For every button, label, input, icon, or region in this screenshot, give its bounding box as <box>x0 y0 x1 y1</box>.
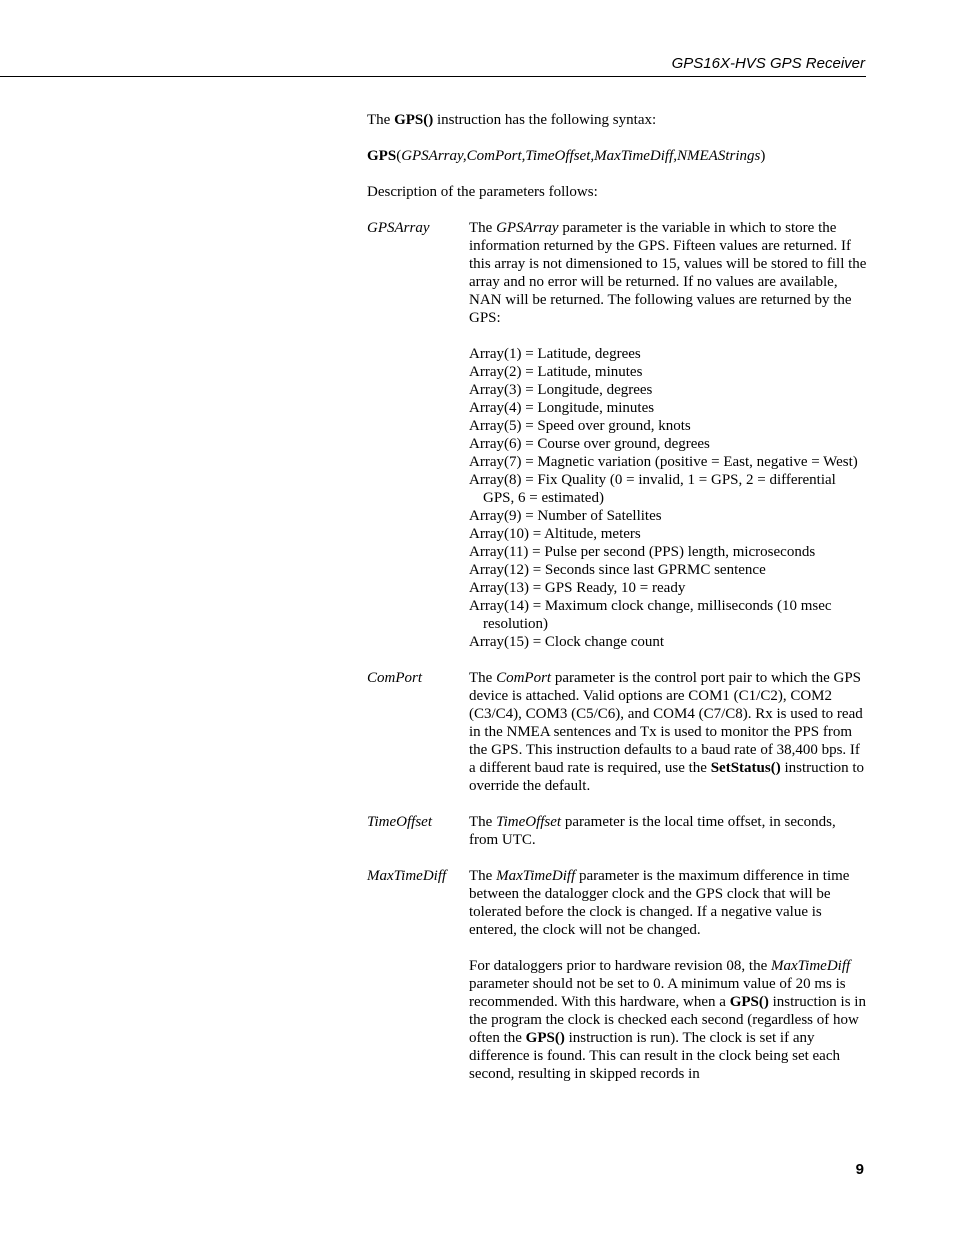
maxtimediff-note-instruction-1: GPS() <box>729 994 769 1010</box>
param-name-timeoffset: TimeOffset <box>367 814 433 830</box>
header-rule <box>0 76 866 77</box>
timeoffset-desc-post: parameter is the local time offset, in seconds, from UTC. <box>469 814 836 848</box>
comport-description <box>469 669 867 795</box>
maxtimediff-note <box>469 957 867 1083</box>
syntax-intro <box>367 111 867 129</box>
param-comport <box>367 669 867 795</box>
maxtimediff-note-d: instruction is run). The clock is set if any difference is found. This can result in the clock being set each second, resulting in skipped records in <box>469 1030 840 1082</box>
array-item: Array(8) = Fix Quality (0 = invalid, 1 = GPS, 2 = differential GPS, 6 = estimated) <box>469 472 836 506</box>
array-item: Array(1) = Latitude, degrees <box>469 346 641 362</box>
array-item: Array(5) = Speed over ground, knots <box>469 418 691 434</box>
array-item: Array(4) = Longitude, minutes <box>469 400 655 416</box>
comport-desc-instruction: SetStatus() <box>710 760 781 776</box>
param-body-maxtimediff <box>469 867 867 1083</box>
gpsarray-desc-pre: The <box>469 220 497 236</box>
param-gpsarray <box>367 219 867 651</box>
page-number: 9 <box>855 1161 864 1178</box>
array-item: Array(14) = Maximum clock change, milliseconds (10 msec resolution) <box>469 598 832 632</box>
gpsarray-desc-post: parameter is the variable in which to store the information returned by the GPS. Fifteen values are returned. If this array is not dimensioned to 15, values will be stored to fill the array and no error will be returned. If no values are available, NAN will be returned. The following values are returned by the GPS: <box>469 220 867 326</box>
syntax-args: GPSArray,ComPort,TimeOffset,MaxTimeDiff,NMEAStrings <box>401 148 761 164</box>
maxtimediff-note-b: parameter should not be set to 0. A minimum value of 20 ms is recommended. With this hardware, when a <box>469 976 846 1010</box>
array-item: Array(10) = Altitude, meters <box>469 526 641 542</box>
syntax-open-paren: ( <box>396 148 402 164</box>
param-body-gpsarray <box>469 219 867 651</box>
syntax-line <box>367 147 867 165</box>
gpsarray-description <box>469 219 867 327</box>
timeoffset-desc-name: TimeOffset <box>496 814 562 830</box>
syntax-close-paren: ) <box>760 148 766 164</box>
maxtimediff-desc-name: MaxTimeDiff <box>496 868 576 884</box>
array-item: Array(6) = Course over ground, degrees <box>469 436 710 452</box>
array-item: Array(11) = Pulse per second (PPS) length, microseconds <box>469 544 816 560</box>
maxtimediff-desc-post: parameter is the maximum difference in time between the datalogger clock and the GPS clock that will be tolerated before the clock is changed. If a negative value is entered, the clock will not be changed. <box>469 868 850 938</box>
comport-desc-name: ComPort <box>496 670 552 686</box>
gpsarray-desc-name: GPSArray <box>496 220 559 236</box>
param-timeoffset <box>367 813 867 849</box>
comport-desc-pre: The <box>469 670 497 686</box>
maxtimediff-note-name: MaxTimeDiff <box>771 958 851 974</box>
maxtimediff-description <box>469 867 867 939</box>
maxtimediff-note-instruction-2: GPS() <box>525 1030 565 1046</box>
param-name-gpsarray: GPSArray <box>367 220 430 236</box>
running-header-title: GPS16X-HVS GPS Receiver <box>671 55 865 72</box>
syntax-name: GPS <box>367 148 397 164</box>
maxtimediff-note-c: instruction is in the program the clock is checked each second (regardless of how often the <box>469 994 866 1046</box>
array-item: Array(2) = Latitude, minutes <box>469 364 643 380</box>
syntax-intro-post: instruction has the following syntax: <box>433 112 657 128</box>
comport-desc-mid: parameter is the control port pair to which the GPS device is attached. Valid options are COM1 (C1/C2), COM2 (C3/C4), COM3 (C5/C6), and COM4 (C7/C8). Rx is used to read in the NMEA sentences and Tx is used to monitor the PPS from the GPS. This instruction defaults to a baud rate of 38,400 bps. If a different baud rate is required, use the <box>469 670 863 776</box>
syntax-intro-pre: The <box>367 112 395 128</box>
syntax-intro-instruction: GPS() <box>394 112 434 128</box>
comport-desc-post: instruction to override the default. <box>469 760 865 794</box>
array-item: Array(9) = Number of Satellites <box>469 508 662 524</box>
param-maxtimediff <box>367 867 867 1083</box>
param-name-maxtimediff: MaxTimeDiff <box>367 868 447 884</box>
array-item: Array(7) = Magnetic variation (positive = East, negative = West) <box>469 454 858 470</box>
array-item: Array(13) = GPS Ready, 10 = ready <box>469 580 686 596</box>
array-item: Array(3) = Longitude, degrees <box>469 382 653 398</box>
param-name-comport: ComPort <box>367 670 423 686</box>
timeoffset-description <box>469 813 867 849</box>
param-body-timeoffset <box>469 813 867 849</box>
array-item: Array(15) = Clock change count <box>469 634 665 650</box>
param-body-comport <box>469 669 867 795</box>
maxtimediff-desc-pre: The <box>469 868 497 884</box>
main-content <box>367 111 867 1101</box>
timeoffset-desc-pre: The <box>469 814 497 830</box>
description-intro: Description of the parameters follows: <box>367 184 598 200</box>
array-item: Array(12) = Seconds since last GPRMC sentence <box>469 562 766 578</box>
maxtimediff-note-a: For dataloggers prior to hardware revision 08, the <box>469 958 771 974</box>
array-value-list <box>469 345 867 651</box>
